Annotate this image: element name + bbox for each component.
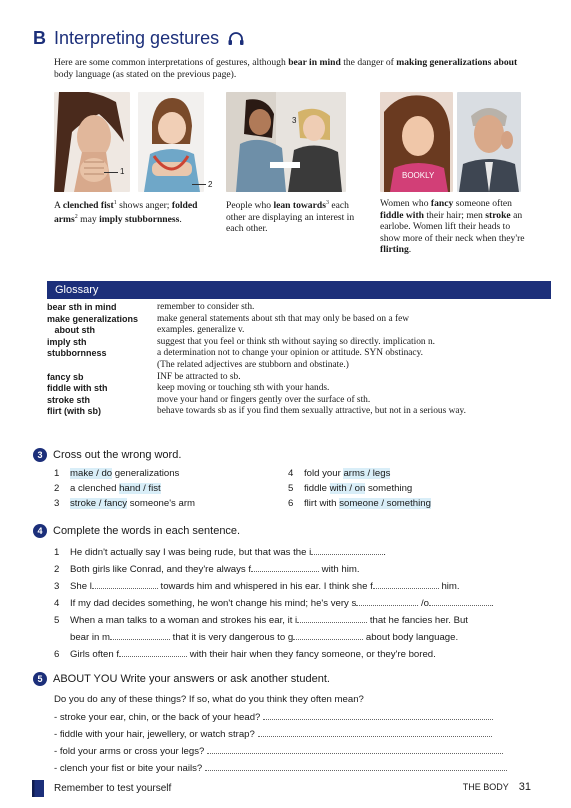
exercise-number: 3 bbox=[33, 448, 47, 462]
ex5-item: - fiddle with your hair, jewellery, or watch strap? bbox=[54, 728, 492, 740]
exercise-title: ABOUT YOU Write your answers or ask another student. bbox=[53, 673, 330, 685]
glossary-entry: fiddle with sth keep moving or touching sth with your hands. bbox=[47, 383, 330, 394]
headphones-icon[interactable] bbox=[227, 32, 245, 46]
answer-line[interactable] bbox=[258, 728, 492, 737]
caption-gestures-2: People who lean towards$^3$ each other are displaying an interest in each other. bbox=[226, 200, 355, 235]
section-heading bbox=[33, 28, 245, 49]
answer-blank[interactable] bbox=[297, 614, 367, 623]
ex4-item: 5 When a man talks to a woman and strokes his ear, it i that he fancies her. But bbox=[54, 615, 468, 626]
intro-text: Here are some common interpretations of gestures, although bear in mind the danger of making generalizations about body language (as stated on the previous page). bbox=[54, 57, 518, 80]
footer-section: THE BODY bbox=[462, 782, 509, 792]
ex4-item: bear in m that it is very dangerous to g about body language. bbox=[70, 632, 459, 643]
glossary-list bbox=[47, 302, 551, 418]
shirt-text: BOOKLY bbox=[402, 171, 435, 180]
footer-reminder bbox=[30, 779, 171, 798]
section-letter: B bbox=[33, 28, 46, 48]
photo-man-earlobe bbox=[457, 92, 521, 192]
exercise-5-heading bbox=[33, 672, 330, 686]
answer-blank[interactable] bbox=[92, 580, 158, 589]
ex3-item[interactable]: 5 fiddle with / on something bbox=[288, 483, 413, 494]
photo-lean-towards bbox=[226, 92, 346, 192]
ex4-item: 4 If my dad decides something, he won't change his mind; he's very s /o . bbox=[54, 598, 494, 609]
answer-blank[interactable] bbox=[373, 580, 439, 589]
glossary-entry: bear sth in mind remember to consider sth. bbox=[47, 302, 255, 312]
ex3-item[interactable]: 2 a clenched hand / fist bbox=[54, 483, 161, 494]
glossary-entry: imply sth suggest that you feel or think sth without saying so directly. implication n. bbox=[47, 336, 435, 347]
exercise-title: Cross out the wrong word. bbox=[53, 449, 182, 461]
answer-blank[interactable] bbox=[119, 648, 187, 657]
book-icon bbox=[30, 779, 46, 798]
ex5-item: - clench your fist or bite your nails? bbox=[54, 762, 507, 774]
exercise-title: Complete the words in each sentence. bbox=[53, 525, 241, 537]
ex3-item[interactable]: 3 stroke / fancy someone's arm bbox=[54, 498, 196, 509]
caption-gestures-1: A clenched fist$^1$ shows anger; folded arms$^2$ may imply stubbornness. bbox=[54, 200, 198, 225]
glossary-entry: (The related adjectives are stubborn and obstinate.) bbox=[157, 359, 349, 370]
glossary-entry: fancy sb INF be attracted to sb. bbox=[47, 371, 241, 382]
page-footer bbox=[463, 781, 531, 793]
glossary-entry: stroke sth move your hand or fingers gently over the surface of sth. bbox=[47, 394, 371, 405]
exercise-number: 4 bbox=[33, 524, 47, 538]
photo-woman-hair bbox=[380, 92, 453, 192]
ex4-item: 2 Both girls like Conrad, and they're always f with him. bbox=[54, 564, 360, 575]
pointer-line-1 bbox=[104, 172, 118, 173]
pointer-line-2 bbox=[192, 184, 206, 185]
answer-line[interactable] bbox=[205, 762, 507, 771]
answer-line[interactable] bbox=[207, 745, 503, 754]
answer-blank[interactable] bbox=[429, 597, 491, 606]
section-title: Interpreting gestures bbox=[54, 28, 220, 48]
reminder-text: Remember to test yourself bbox=[54, 783, 172, 794]
answer-blank[interactable] bbox=[356, 597, 418, 606]
ex3-item[interactable]: 4 fold your arms / legs bbox=[288, 468, 391, 479]
ex3-item[interactable]: 6 flirt with someone / something bbox=[288, 498, 431, 509]
glossary-header: Glossary bbox=[47, 281, 551, 299]
ex4-item: 1 He didn't actually say I was being rude, but that was the i . bbox=[54, 547, 386, 558]
exercise-4-heading bbox=[33, 524, 240, 538]
marker-2: 2 bbox=[208, 180, 213, 189]
ex5-question: Do you do any of these things? If so, what do you think they often mean? bbox=[54, 694, 364, 705]
photo-folded-arms bbox=[138, 92, 204, 192]
ex4-item: 3 She l towards him and whispered in his ear. I think she f him. bbox=[54, 581, 460, 592]
caption-gestures-3: Women who fancy someone often fiddle with their hair; men stroke an earlobe. Women lift their heads to show more of their neck when they're flirting. bbox=[380, 198, 525, 255]
answer-blank[interactable] bbox=[110, 631, 170, 640]
marker-3: 3 bbox=[292, 116, 297, 125]
ex5-item: - stroke your ear, chin, or the back of your head? bbox=[54, 711, 493, 723]
exercise-3-heading bbox=[33, 448, 181, 462]
ex5-item: - fold your arms or cross your legs? bbox=[54, 745, 503, 757]
answer-line[interactable] bbox=[263, 711, 493, 720]
glossary-entry: stubbornness a determination not to change your opinion or attitude. SYN obstinacy. bbox=[47, 348, 424, 359]
ex3-item[interactable]: 1 make / do generalizations bbox=[54, 468, 180, 479]
photo-clenched-fist bbox=[54, 92, 130, 192]
ex4-item: 6 Girls often f with their hair when they fancy someone, or they're bored. bbox=[54, 649, 436, 660]
glossary-entry: about sth examples. generalize v. bbox=[47, 325, 245, 336]
answer-blank[interactable] bbox=[311, 546, 383, 555]
marker-1: 1 bbox=[120, 167, 125, 176]
glossary-entry: make generalizations make general statements about sth that may only be based on a few bbox=[47, 313, 410, 324]
exercise-number: 5 bbox=[33, 672, 47, 686]
answer-blank[interactable] bbox=[251, 563, 319, 572]
answer-blank[interactable] bbox=[293, 631, 363, 640]
page-number: 31 bbox=[518, 781, 531, 793]
glossary-entry: flirt (with sb) behave towards sb as if you find them sexually attractive, but not in a serious way. bbox=[47, 406, 466, 417]
